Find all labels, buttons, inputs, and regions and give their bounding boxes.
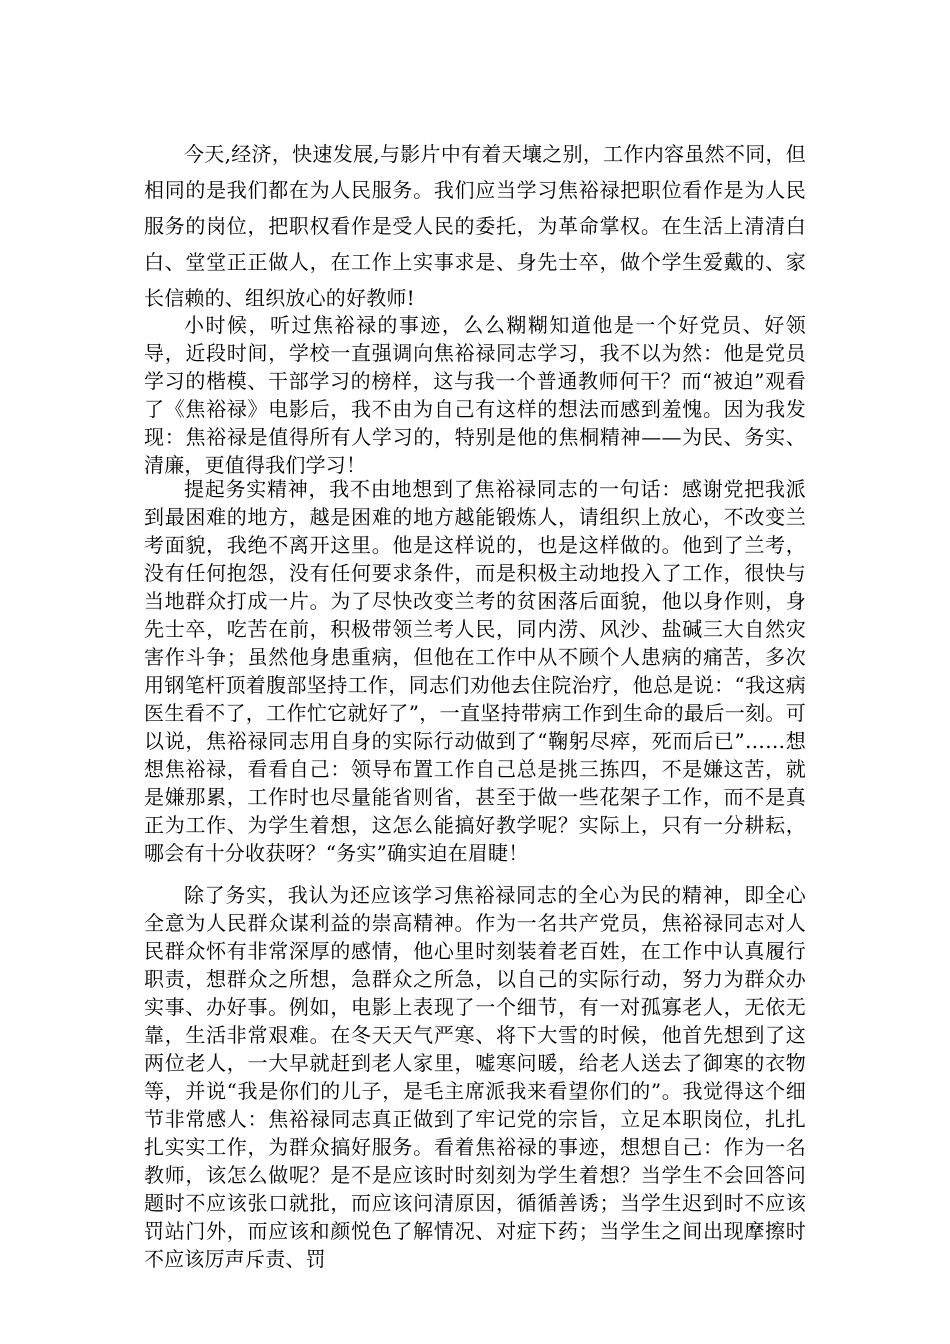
- paragraph-3: 提起务实精神，我不由地想到了焦裕禄同志的一句话：感谢党把我派到最困难的地方，越是困难的地方越能锻炼人，请组织上放心，不改变兰考面貌，我绝不离开这里。他是这样说的，也是这样做的。他到了兰考，没有任何抱怨，没有任何要求条件，而是积极主动地投入了工作，很快与当地群众打成一片。为了尽快改变兰考的贫困落后面貌，他以身作则，身先士卒，吃苦在前，积极带领兰考人民，同内涝、风沙、盐碱三大自然灾害作斗争；虽然他身患重病，但他在工作中从不顾个人患病的痛苦，多次用钢笔杆顶着腹部坚持工作，同志们劝他去住院治疗，他总是说：“我这病医生看不了，工作忙它就好了”，一直坚持带病工作到生命的最后一刻。可以说，焦裕禄同志用自身的实际行动做到了“鞠躬尽瘁，死而后已”……想想焦裕禄，看看自己：领导布置工作自己总是挑三拣四，不是嫌这苦，就是嫌那累，工作时也尽量能省则省，甚至于做一些花架子工作，而不是真正为工作、为学生着想，这怎么能搞好教学呢？实际上，只有一分耕耘，哪会有十分收获呀？“务实”确实迫在眉睫！: [144, 477, 806, 865]
- paragraph-1: 今天,经济，快速发展,与影片中有着天壤之别，工作内容虽然不同，但相同的是我们都在为人民服务。我们应当学习焦裕禄把职位看作是为人民服务的岗位，把职权看作是受人民的委托，为革命掌权。在生活上清清白白、堂堂正正做人，在工作上实事求是、身先士卒，做个学生爱戴的、家长信赖的、组织放心的好教师!: [144, 142, 806, 310]
- paragraph-2: 小时候，听过焦裕禄的事迹，么么糊糊知道他是一个好党员、好领导，近段时间，学校一直强调向焦裕禄同志学习，我不以为然：他是党员学习的楷模、干部学习的榜样，这与我一个普通教师何干？而“被迫”观看了《焦裕禄》电影后，我不由为自己有这样的想法而感到羞愧。因为我发现：焦裕禄是值得所有人学习的，特别是他的焦桐精神——为民、务实、清廉，更值得我们学习！: [144, 313, 806, 477]
- paragraph-4: 除了务实，我认为还应该学习焦裕禄同志的全心为民的精神，即全心全意为人民群众谋利益的崇高精神。作为一名共产党员，焦裕禄同志对人民群众怀有非常深厚的感情，他心里时刻装着老百姓，在工作中认真履行职责，想群众之所想，急群众之所急，以自己的实际行动，努力为群众办实事、办好事。例如，电影上表现了一个细节，有一对孤寡老人，无依无靠，生活非常艰难。在冬天天气严寒、将下大雪的时候，他首先想到了这两位老人，一大早就赶到老人家里，嘘寒问暖，给老人送去了御寒的衣物等，并说“我是你们的儿子，是毛主席派我来看望你们的”。我觉得这个细节非常感人：焦裕禄同志真正做到了牢记党的宗旨，立足本职岗位，扎扎扎实实工作，为群众搞好服务。看着焦裕禄的事迹，想想自己：作为一名教师，该怎么做呢？是不是应该时时刻刻为学生着想？当学生不会回答问题时不应该张口就批，而应该问清原因，循循善诱；当学生迟到时不应该罚站门外，而应该和颜悦色了解情况、对症下药；当学生之间出现摩擦时不应该厉声斥责、罚: [144, 883, 806, 1271]
